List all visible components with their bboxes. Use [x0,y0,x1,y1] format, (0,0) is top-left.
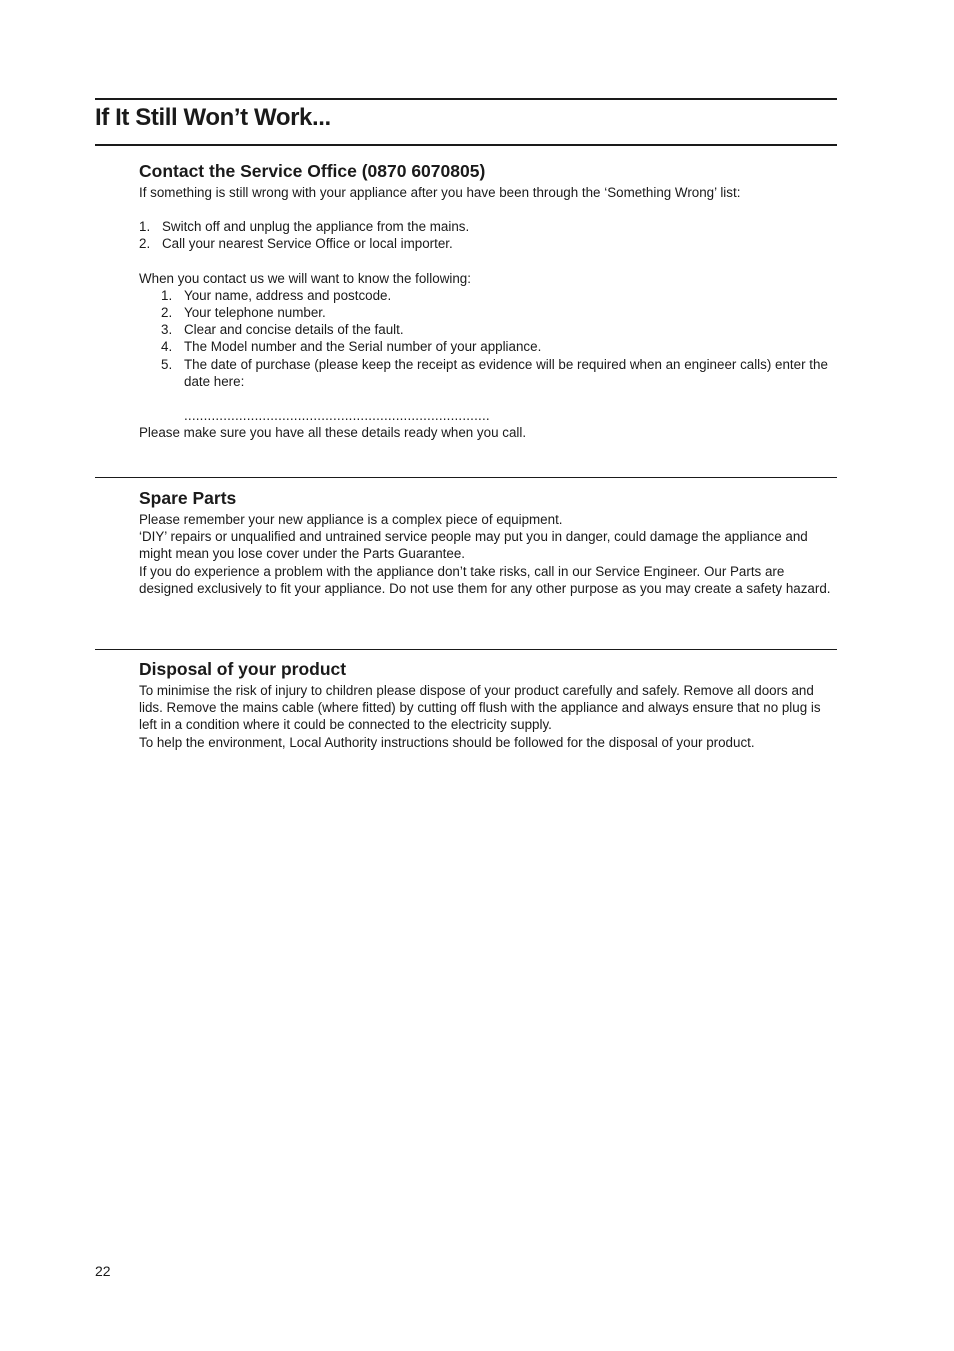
list-item [139,235,839,252]
list-item [161,287,839,304]
list-item-number: 4. [161,339,173,355]
spare-parts-paragraph: Please remember your new appliance is a complex piece of equipment. [139,512,563,527]
list-item [161,304,839,321]
list-item-text: The Model number and the Serial number of your appliance. [184,339,542,355]
page-title: If It Still Won’t Work... [95,104,331,131]
info-items-list [139,287,839,390]
list-item-text: The date of purchase (please keep the receipt as evidence will be required when an engineer calls) enter the date here: [184,356,828,389]
list-item [161,338,839,355]
list-item [139,218,839,235]
list-item [161,356,839,390]
list-item-text: Switch off and unplug the appliance from the mains. [162,219,470,235]
date-entry-line: .............................................................................. [184,408,490,424]
section-divider [95,477,837,478]
list-item-number: 1. [139,219,151,235]
list-item-text: Your telephone number. [184,305,326,321]
disposal-heading: Disposal of your product [139,659,347,679]
spare-parts-paragraph: ‘DIY’ repairs or unqualified and untrained service people may put you in danger, could damage the appliance and might mean you lose cover under the Parts Guarantee. [139,529,808,562]
title-bottom-rule [95,144,837,146]
list-item-number: 2. [161,305,173,321]
list-item-text: Your name, address and postcode. [184,287,392,303]
disposal-paragraph: To minimise the risk of injury to children please dispose of your product carefully and safely. Remove all doors and lids. Remove the mains cable (where fitted) by cutting off flush with the appliance and always ensure that no plug is left in a condition where it could be connected to the electricity supply. [139,683,821,733]
list-item-text: Clear and concise details of the fault. [184,322,404,338]
spare-parts-heading: Spare Parts [139,488,237,508]
page-number: 22 [95,1263,111,1279]
spare-parts-paragraph: If you do experience a problem with the appliance don’t take risks, call in our Service Engineer. Our Parts are designed exclusively to fit your appliance. Do not use them for any other purpose as you may create a safety hazard. [139,563,831,596]
spare-parts-section [139,487,839,597]
section-divider [95,649,837,650]
contact-heading: Contact the Service Office (0870 6070805) [139,161,486,181]
info-intro: When you contact us we will want to know the following: [139,270,471,286]
contact-steps-list [139,218,839,252]
disposal-section [139,658,839,751]
contact-intro: If something is still wrong with your appliance after you have been through the ‘Something Wrong’ list: [139,185,741,200]
title-top-rule [95,98,837,100]
list-item [161,321,839,338]
list-item-number: 2. [139,236,151,252]
list-item-number: 5. [161,356,173,372]
contact-closing: Please make sure you have all these details ready when you call. [139,425,527,441]
list-item-number: 3. [161,322,173,338]
contact-section [139,160,839,441]
disposal-paragraph: To help the environment, Local Authority instructions should be followed for the disposal of your product. [139,734,755,750]
list-item-text: Call your nearest Service Office or local importer. [162,236,453,252]
list-item-number: 1. [161,287,173,303]
